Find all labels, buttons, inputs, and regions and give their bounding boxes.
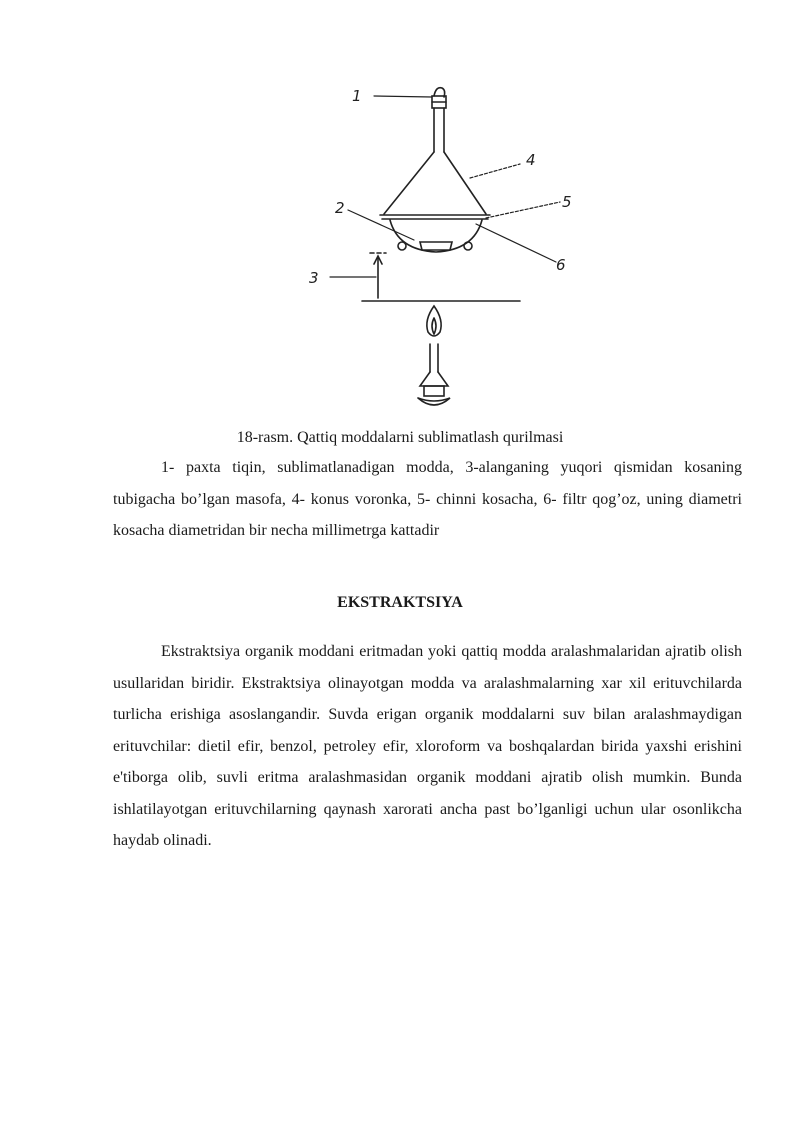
section-paragraph: Ekstraktsiya organik moddani eritmadan yoki qattiq modda aralashmalaridan ajratib olish usullaridan biridir. Ekstraktsiya olinayotgan modda va aralashmalarning xar xil erituvchilarda turlicha erishiga asoslangandir. Suvda erigan organik moddalarni suv bilan aralashmaydigan erituvchilar: dietil efir, benzol, petroley efir, xloroform va boshqalardan birida yaxshi erishini e'tiborga olib, suvli eritma aralashmasidan organik moddani ajratib olish mumkin. Bunda ishlatilayotgan erituvchilarning qaynash xarorati ancha past bo’lganligi uchun ular osonlikcha haydab olinadi. (113, 643, 742, 849)
callout-6: 6 (556, 256, 566, 274)
callout-2: 2 (335, 199, 345, 217)
callout-5: 5 (562, 193, 572, 211)
burner (418, 306, 450, 405)
filter-paper (380, 215, 490, 219)
callout-4: 4 (526, 151, 536, 169)
section-heading: EKSTRAKTSIYA (337, 594, 463, 611)
callout-numbers (309, 87, 572, 287)
distance-arrow (362, 253, 520, 301)
funnel-stem (434, 108, 444, 152)
sublimation-apparatus-figure (300, 78, 590, 418)
figure-legend-text: 1- paxta tiqin, sublimatlanadigan modda, 3-alanganing yuqori qismidan kosaning tubigacha bo’lgan masofa, 4- konus voronka, 5- chinni kosacha, 6- filtr qog’oz, uning diametri kosacha diametridan bir necha millimetrga kattadir (113, 459, 742, 539)
cone-funnel (384, 152, 486, 214)
cotton-plug (432, 88, 446, 108)
callout-1: 1 (352, 87, 362, 105)
figure-caption: 18-rasm. Qattiq moddalarni sublimatlash qurilmasi (236, 429, 564, 446)
callout-3: 3 (309, 269, 319, 287)
